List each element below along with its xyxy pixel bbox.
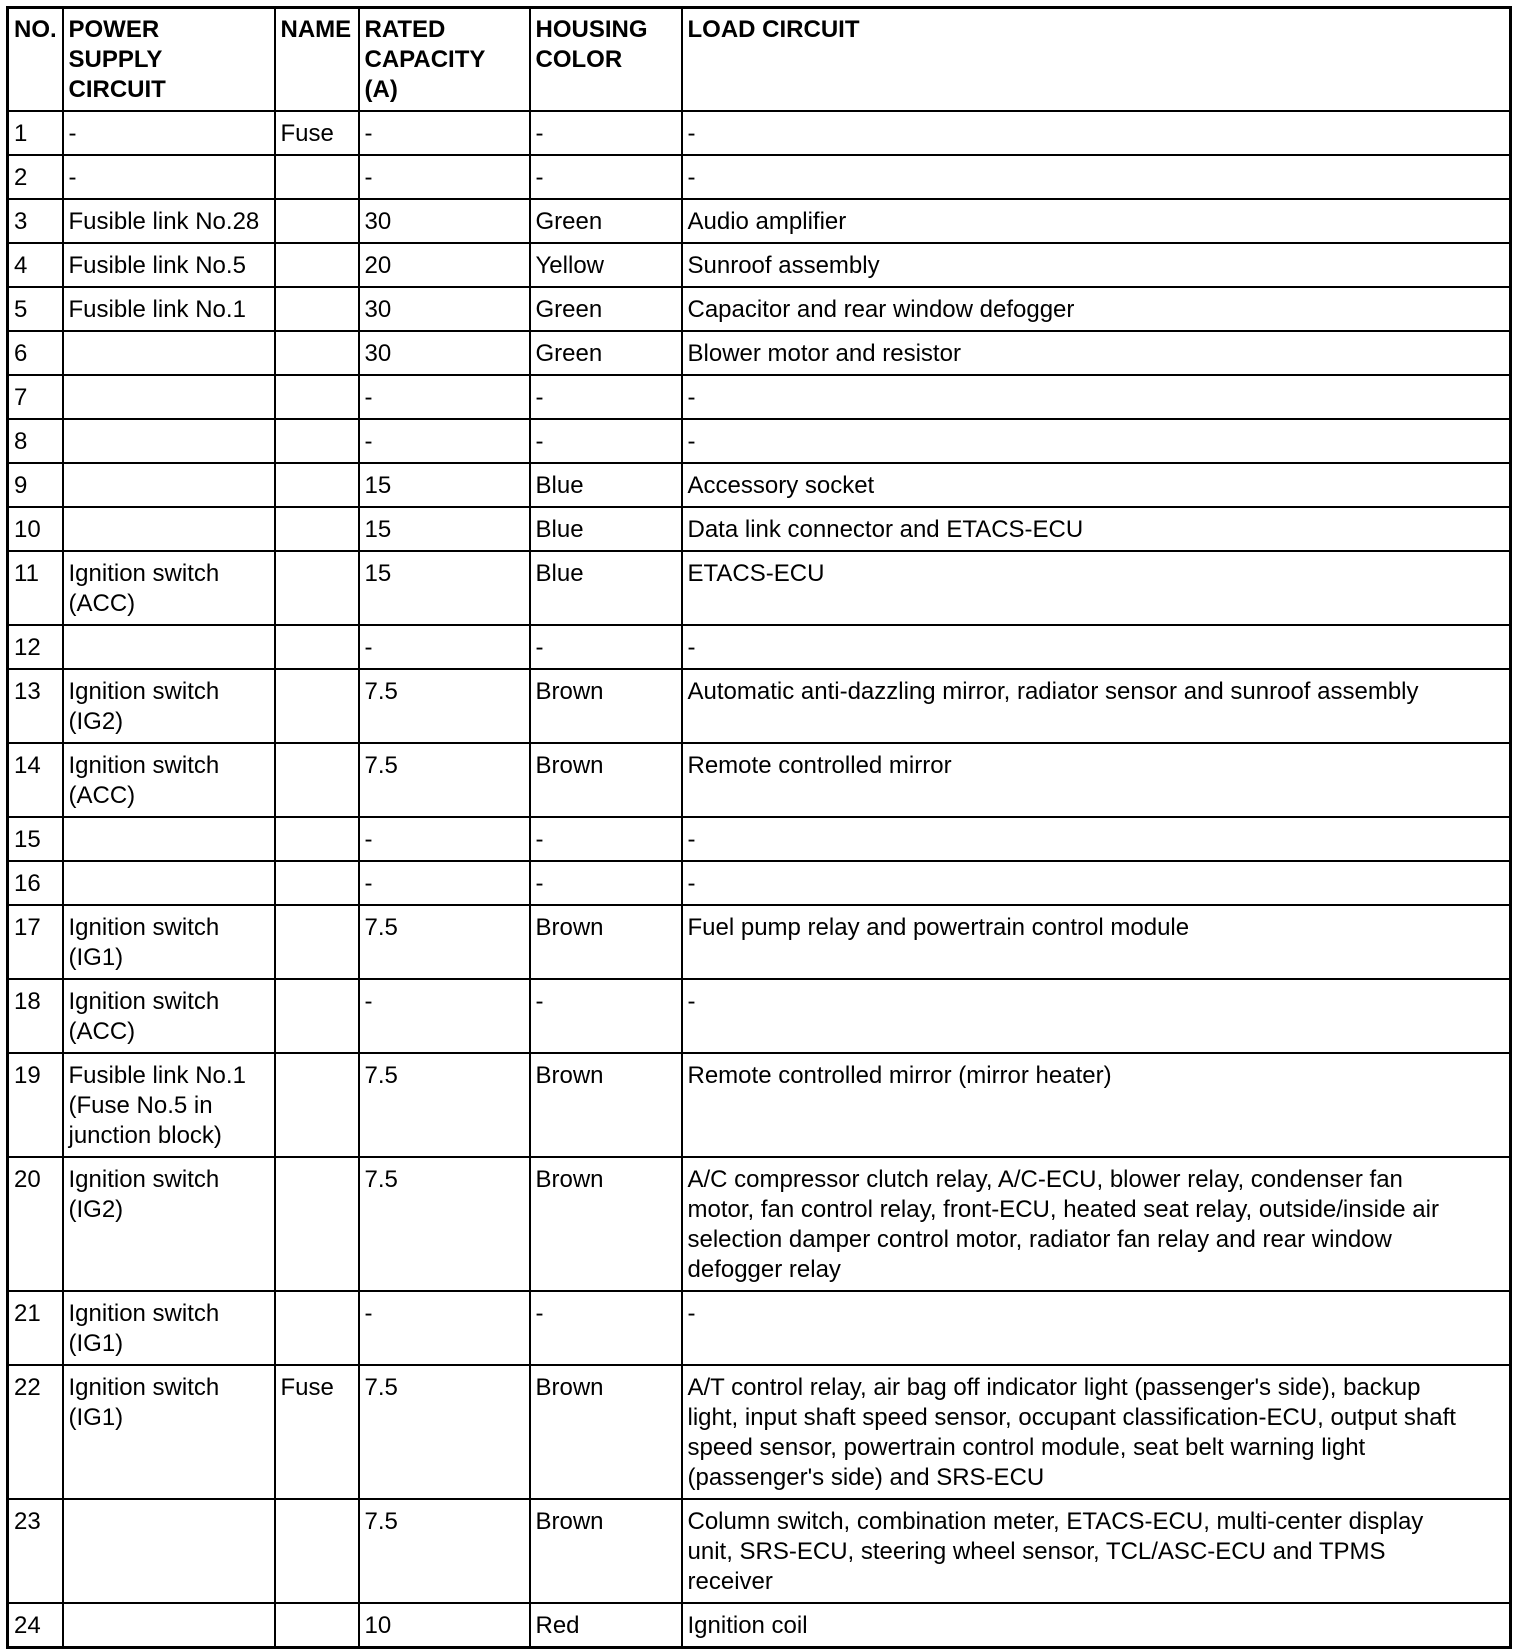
cell-rated-capacity: 30 [359,287,530,331]
cell-power-supply [63,375,275,419]
cell-name [275,287,359,331]
cell-no: 13 [8,669,63,743]
cell-no: 16 [8,861,63,905]
cell-power-supply: Ignition switch (IG1) [63,1365,275,1499]
cell-power-supply: Ignition switch (IG1) [63,905,275,979]
cell-load-circuit: Ignition coil [682,1603,1511,1648]
cell-rated-capacity: 7.5 [359,1499,530,1603]
cell-load-circuit: ETACS-ECU [682,551,1511,625]
table-row [8,375,1511,419]
cell-name [275,331,359,375]
table-row [8,1603,1511,1648]
cell-power-supply: - [63,155,275,199]
cell-housing-color: - [530,155,682,199]
cell-no: 15 [8,817,63,861]
cell-no: 20 [8,1157,63,1291]
cell-no: 4 [8,243,63,287]
cell-housing-color: Blue [530,507,682,551]
cell-no: 18 [8,979,63,1053]
cell-load-circuit: A/C compressor clutch relay, A/C-ECU, blower relay, condenser fan motor, fan control relay, front-ECU, heated seat relay, outside/inside air selection damper control motor, radiator fan relay and rear window defogger relay [682,1157,1511,1291]
header-rated-capacity: RATED CAPACITY (A) [359,8,530,112]
cell-power-supply: Fusible link No.1 [63,287,275,331]
cell-housing-color: - [530,625,682,669]
cell-rated-capacity: - [359,625,530,669]
cell-housing-color: - [530,375,682,419]
cell-rated-capacity: 7.5 [359,669,530,743]
cell-no: 5 [8,287,63,331]
cell-name [275,743,359,817]
cell-rated-capacity: 7.5 [359,743,530,817]
cell-load-circuit: - [682,817,1511,861]
cell-housing-color: - [530,979,682,1053]
cell-name [275,243,359,287]
cell-power-supply: - [63,111,275,155]
cell-housing-color: Green [530,287,682,331]
cell-rated-capacity: 7.5 [359,1053,530,1157]
cell-name [275,199,359,243]
cell-no: 12 [8,625,63,669]
cell-housing-color: - [530,861,682,905]
header-housing-color: HOUSING COLOR [530,8,682,112]
cell-rated-capacity: - [359,375,530,419]
table-row [8,625,1511,669]
cell-no: 21 [8,1291,63,1365]
table-row [8,551,1511,625]
cell-rated-capacity: 7.5 [359,1157,530,1291]
cell-load-circuit: - [682,375,1511,419]
cell-rated-capacity: - [359,155,530,199]
table-row [8,669,1511,743]
cell-power-supply: Fusible link No.28 [63,199,275,243]
cell-no: 9 [8,463,63,507]
cell-housing-color: Red [530,1603,682,1648]
table-row [8,419,1511,463]
table-row [8,199,1511,243]
cell-no: 19 [8,1053,63,1157]
cell-no: 14 [8,743,63,817]
cell-name [275,1499,359,1603]
table-row [8,979,1511,1053]
cell-housing-color: - [530,1291,682,1365]
cell-load-circuit: - [682,625,1511,669]
cell-rated-capacity: - [359,111,530,155]
cell-no: 7 [8,375,63,419]
header-load-circuit: LOAD CIRCUIT [682,8,1511,112]
table-row [8,463,1511,507]
cell-rated-capacity: - [359,1291,530,1365]
cell-rated-capacity: 7.5 [359,905,530,979]
cell-housing-color: Blue [530,551,682,625]
cell-load-circuit: - [682,861,1511,905]
cell-name [275,817,359,861]
cell-rated-capacity: 15 [359,507,530,551]
cell-housing-color: Brown [530,669,682,743]
cell-name [275,507,359,551]
cell-load-circuit: Automatic anti-dazzling mirror, radiator sensor and sunroof assembly [682,669,1511,743]
cell-power-supply: Ignition switch (ACC) [63,743,275,817]
cell-housing-color: Green [530,331,682,375]
cell-housing-color: - [530,111,682,155]
table-row [8,1365,1511,1499]
cell-name [275,1603,359,1648]
cell-power-supply [63,625,275,669]
cell-no: 1 [8,111,63,155]
table-row [8,507,1511,551]
table-body [8,111,1511,1648]
cell-power-supply: Ignition switch (IG1) [63,1291,275,1365]
cell-housing-color: Brown [530,905,682,979]
cell-housing-color: Green [530,199,682,243]
cell-power-supply: Ignition switch (IG2) [63,1157,275,1291]
cell-housing-color: - [530,419,682,463]
cell-load-circuit: - [682,155,1511,199]
cell-name: Fuse [275,111,359,155]
cell-load-circuit: Remote controlled mirror [682,743,1511,817]
cell-rated-capacity: - [359,817,530,861]
cell-housing-color: Brown [530,1157,682,1291]
cell-no: 23 [8,1499,63,1603]
cell-housing-color: Brown [530,1499,682,1603]
cell-name [275,1053,359,1157]
cell-rated-capacity: - [359,979,530,1053]
cell-power-supply: Ignition switch (ACC) [63,551,275,625]
cell-rated-capacity: 15 [359,551,530,625]
cell-no: 11 [8,551,63,625]
cell-load-circuit: Remote controlled mirror (mirror heater) [682,1053,1511,1157]
header-row [8,8,1511,112]
cell-no: 3 [8,199,63,243]
cell-power-supply: Fusible link No.1 (Fuse No.5 in junction block) [63,1053,275,1157]
header-power-supply: POWER SUPPLY CIRCUIT [63,8,275,112]
header-name: NAME [275,8,359,112]
table-row [8,817,1511,861]
cell-rated-capacity: - [359,861,530,905]
cell-name [275,1291,359,1365]
cell-power-supply: Ignition switch (ACC) [63,979,275,1053]
cell-rated-capacity: 10 [359,1603,530,1648]
table-row [8,331,1511,375]
cell-load-circuit: Data link connector and ETACS-ECU [682,507,1511,551]
cell-load-circuit: Fuel pump relay and powertrain control module [682,905,1511,979]
table-row [8,861,1511,905]
cell-load-circuit: Column switch, combination meter, ETACS-ECU, multi-center display unit, SRS-ECU, steering wheel sensor, TCL/ASC-ECU and TPMS receiver [682,1499,1511,1603]
cell-power-supply [63,331,275,375]
table-row [8,243,1511,287]
table-row [8,111,1511,155]
cell-name [275,861,359,905]
cell-name [275,155,359,199]
cell-load-circuit: - [682,1291,1511,1365]
cell-name: Fuse [275,1365,359,1499]
cell-name [275,1157,359,1291]
cell-rated-capacity: - [359,419,530,463]
cell-no: 10 [8,507,63,551]
cell-rated-capacity: 30 [359,199,530,243]
cell-rated-capacity: 30 [359,331,530,375]
cell-load-circuit: - [682,419,1511,463]
cell-housing-color: Brown [530,743,682,817]
cell-load-circuit: - [682,111,1511,155]
table-row [8,155,1511,199]
table-row [8,743,1511,817]
cell-rated-capacity: 7.5 [359,1365,530,1499]
cell-power-supply [63,463,275,507]
cell-no: 24 [8,1603,63,1648]
cell-name [275,419,359,463]
cell-power-supply [63,1499,275,1603]
cell-name [275,551,359,625]
cell-no: 17 [8,905,63,979]
cell-load-circuit: Blower motor and resistor [682,331,1511,375]
cell-name [275,905,359,979]
table-row [8,905,1511,979]
table-row [8,1157,1511,1291]
cell-load-circuit: Audio amplifier [682,199,1511,243]
cell-load-circuit: Sunroof assembly [682,243,1511,287]
fuse-table [6,6,1512,1649]
cell-load-circuit: Accessory socket [682,463,1511,507]
cell-power-supply [63,817,275,861]
cell-name [275,375,359,419]
cell-name [275,625,359,669]
cell-load-circuit: Capacitor and rear window defogger [682,287,1511,331]
cell-power-supply [63,419,275,463]
cell-name [275,463,359,507]
cell-power-supply [63,861,275,905]
table-row [8,1291,1511,1365]
cell-no: 22 [8,1365,63,1499]
cell-power-supply: Ignition switch (IG2) [63,669,275,743]
cell-rated-capacity: 15 [359,463,530,507]
cell-housing-color: Yellow [530,243,682,287]
cell-housing-color: Brown [530,1365,682,1499]
cell-rated-capacity: 20 [359,243,530,287]
cell-housing-color: - [530,817,682,861]
cell-name [275,669,359,743]
header-no: NO. [8,8,63,112]
table-row [8,1053,1511,1157]
cell-no: 8 [8,419,63,463]
table-row [8,1499,1511,1603]
cell-power-supply: Fusible link No.5 [63,243,275,287]
cell-power-supply [63,507,275,551]
cell-housing-color: Brown [530,1053,682,1157]
cell-power-supply [63,1603,275,1648]
cell-no: 6 [8,331,63,375]
cell-housing-color: Blue [530,463,682,507]
cell-name [275,979,359,1053]
cell-load-circuit: A/T control relay, air bag off indicator light (passenger's side), backup light, input shaft speed sensor, occupant classification-ECU, output shaft speed sensor, powertrain control module, seat belt warning light (passenger's side) and SRS-ECU [682,1365,1511,1499]
cell-no: 2 [8,155,63,199]
cell-load-circuit: - [682,979,1511,1053]
table-row [8,287,1511,331]
